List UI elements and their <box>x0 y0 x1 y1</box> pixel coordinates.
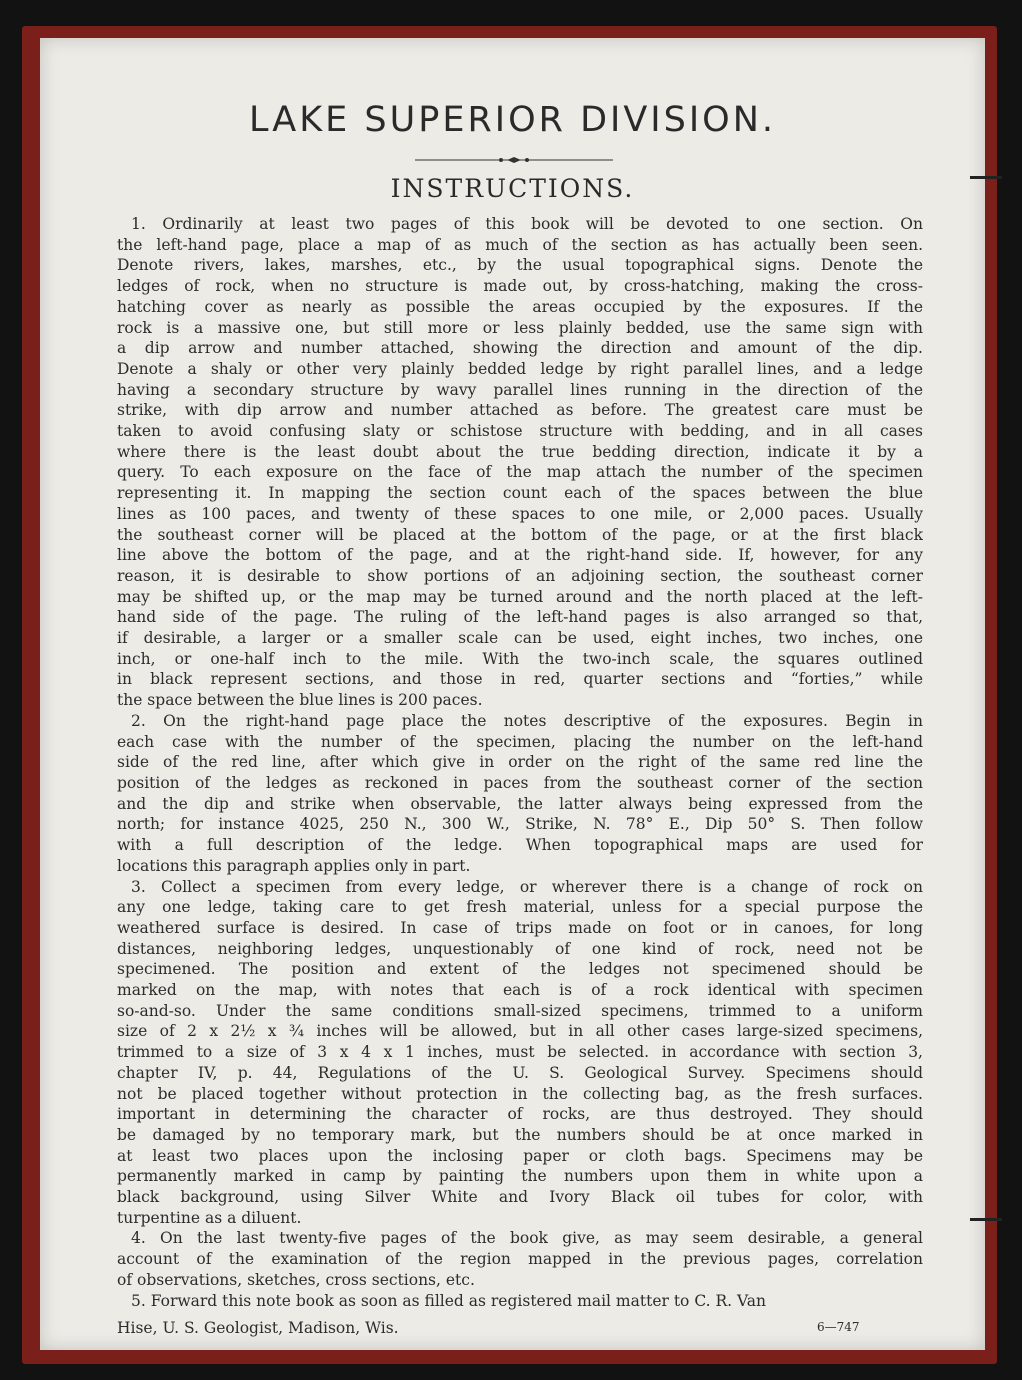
paragraph-1-line: hand side of the page. The ruling of the left-hand pages is also arranged so that, <box>117 608 923 627</box>
paragraph-4-line: account of the examination of the region mapped in the previous pages, correlation <box>117 1250 923 1269</box>
paragraph-3-line: not be placed together without protection in the collecting bag, as the fresh surfaces. <box>117 1084 923 1103</box>
paragraph-2-line: north; for instance 4025, 250 N., 300 W., Strike, N. 78° E., Dip 50° S. Then follow <box>117 815 923 834</box>
paragraph-3-line: any one ledge, taking care to get fresh material, unless for a special purpose the <box>117 898 923 917</box>
paragraph-5-line: 5. Forward this note book as soon as filled as registered mail matter to C. R. Van <box>131 1291 767 1310</box>
page <box>40 38 985 1350</box>
paragraph-1-line: Denote a shaly or other very plainly bedded ledge by right parallel lines, and a ledge <box>117 359 923 378</box>
paragraph-3-line: marked on the map, with notes that each is of a rock identical with specimen <box>117 981 923 1000</box>
paragraph-1-line: query. To each exposure on the face of the map attach the number of the specimen <box>117 463 923 482</box>
paragraph-1-line: a dip arrow and number attached, showing the direction and amount of the dip. <box>117 339 923 358</box>
paragraph-1-line: where there is the least doubt about the true bedding direction, indicate it by a <box>117 442 923 461</box>
paragraph-3-line: black background, using Silver White and Ivory Black oil tubes for color, with <box>117 1188 923 1207</box>
paragraph-1-line: lines as 100 paces, and twenty of these spaces to one mile, or 2,000 paces. Usually <box>117 504 923 523</box>
paragraph-2-line: each case with the number of the specimen, placing the number on the left-hand <box>117 732 923 751</box>
paragraph-1-line: Denote rivers, lakes, marshes, etc., by the usual topographical signs. Denote the <box>117 256 923 275</box>
paragraph-3-line: be damaged by no temporary mark, but the numbers should be at once marked in <box>117 1125 923 1144</box>
paragraph-3-line: trimmed to a size of 3 x 4 x 1 inches, must be selected. in accordance with section 3, <box>117 1043 923 1062</box>
paragraph-1-line: strike, with dip arrow and number attached as before. The greatest care must be <box>117 401 923 420</box>
paragraph-1-line: 1. Ordinarily at least two pages of this book will be devoted to one section. On <box>131 215 923 233</box>
paragraph-1-line: line above the bottom of the page, and at the right-hand side. If, however, for any <box>117 546 923 565</box>
paragraph-3-line: permanently marked in camp by painting the numbers upon them in white upon a <box>117 1167 923 1186</box>
paragraph-3-line: at least two places upon the inclosing paper or cloth bags. Specimens may be <box>117 1146 923 1165</box>
paragraph-3-line: size of 2 x 2½ x ¾ inches will be allowed, but in all other cases large-sized specimens, <box>117 1022 923 1041</box>
paragraph-3-line: distances, neighboring ledges, unquestionably of one kind of rock, need not be <box>117 939 923 958</box>
paragraph-2-line: position of the ledges as reckoned in paces from the southeast corner of the section <box>117 773 923 792</box>
page-tab <box>970 1218 1002 1221</box>
paragraph-4-line: of observations, sketches, cross sections, etc. <box>117 1270 475 1289</box>
ornament-divider <box>415 157 613 163</box>
form-number: 6—747 <box>817 1320 860 1334</box>
paragraph-1-line: ledges of rock, when no structure is made out, by cross-hatching, making the cross- <box>117 277 923 296</box>
paragraph-1-line: in black represent sections, and those in red, quarter sections and “forties,” while <box>117 670 923 689</box>
paragraph-3-line: specimened. The position and extent of the ledges not specimened should be <box>117 960 923 979</box>
page-title: LAKE SUPERIOR DIVISION. <box>248 100 777 140</box>
paragraph-3-line: weathered surface is desired. In case of trips made on foot or in canoes, for long <box>117 918 923 937</box>
paragraph-2-line: with a full description of the ledge. When topographical maps are used for <box>117 836 923 855</box>
footer-address: Hise, U. S. Geologist, Madison, Wis. <box>117 1319 399 1337</box>
paragraph-3-line: turpentine as a diluent. <box>117 1208 302 1227</box>
paragraph-3-line: chapter IV, p. 44, Regulations of the U. S. Geological Survey. Specimens should <box>117 1063 923 1082</box>
paragraph-2-line: side of the red line, after which give in order on the right of the same red line the <box>117 753 923 772</box>
paragraph-3-line: important in determining the character of rocks, are thus destroyed. They should <box>117 1105 923 1124</box>
paragraph-3-line: so-and-so. Under the same conditions small-sized specimens, trimmed to a uniform <box>117 1001 923 1020</box>
paragraph-1-line: the southeast corner will be placed at the bottom of the page, or at the first black <box>117 525 923 544</box>
paragraph-1-line: rock is a massive one, but still more or less plainly bedded, use the same sign with <box>117 318 923 337</box>
paragraph-2-line: 2. On the right-hand page place the notes descriptive of the exposures. Begin in <box>131 711 923 730</box>
instructions-body <box>117 214 923 1311</box>
paragraph-1-line: the space between the blue lines is 200 paces. <box>117 691 483 710</box>
paragraph-1-line: representing it. In mapping the section count each of the spaces between the blue <box>117 484 923 503</box>
page-tab <box>970 176 1002 179</box>
paragraph-1-line: if desirable, a larger or a smaller scale can be used, eight inches, two inches, one <box>117 629 923 648</box>
section-heading: INSTRUCTIONS. <box>390 174 635 203</box>
paragraph-2-line: and the dip and strike when observable, the latter always being expressed from the <box>117 794 923 813</box>
paragraph-4-line: 4. On the last twenty-five pages of the book give, as may seem desirable, a general <box>131 1229 923 1248</box>
paragraph-3-line: 3. Collect a specimen from every ledge, or wherever there is a change of rock on <box>131 877 923 896</box>
paragraph-1-line: reason, it is desirable to show portions of an adjoining section, the southeast corner <box>117 566 923 585</box>
paragraph-1-line: may be shifted up, or the map may be turned around and the north placed at the left- <box>117 587 923 606</box>
paragraph-1-line: inch, or one-half inch to the mile. With the two-inch scale, the squares outlined <box>117 649 923 668</box>
paragraph-1-line: taken to avoid confusing slaty or schistose structure with bedding, and in all cases <box>117 422 923 441</box>
paragraph-1-line: the left-hand page, place a map of as much of the section as has actually been seen. <box>117 235 923 254</box>
paragraph-1-line: having a secondary structure by wavy parallel lines running in the direction of the <box>117 380 923 399</box>
paragraph-2-line: locations this paragraph applies only in part. <box>117 856 471 875</box>
paragraph-1-line: hatching cover as nearly as possible the areas occupied by the exposures. If the <box>117 297 923 316</box>
